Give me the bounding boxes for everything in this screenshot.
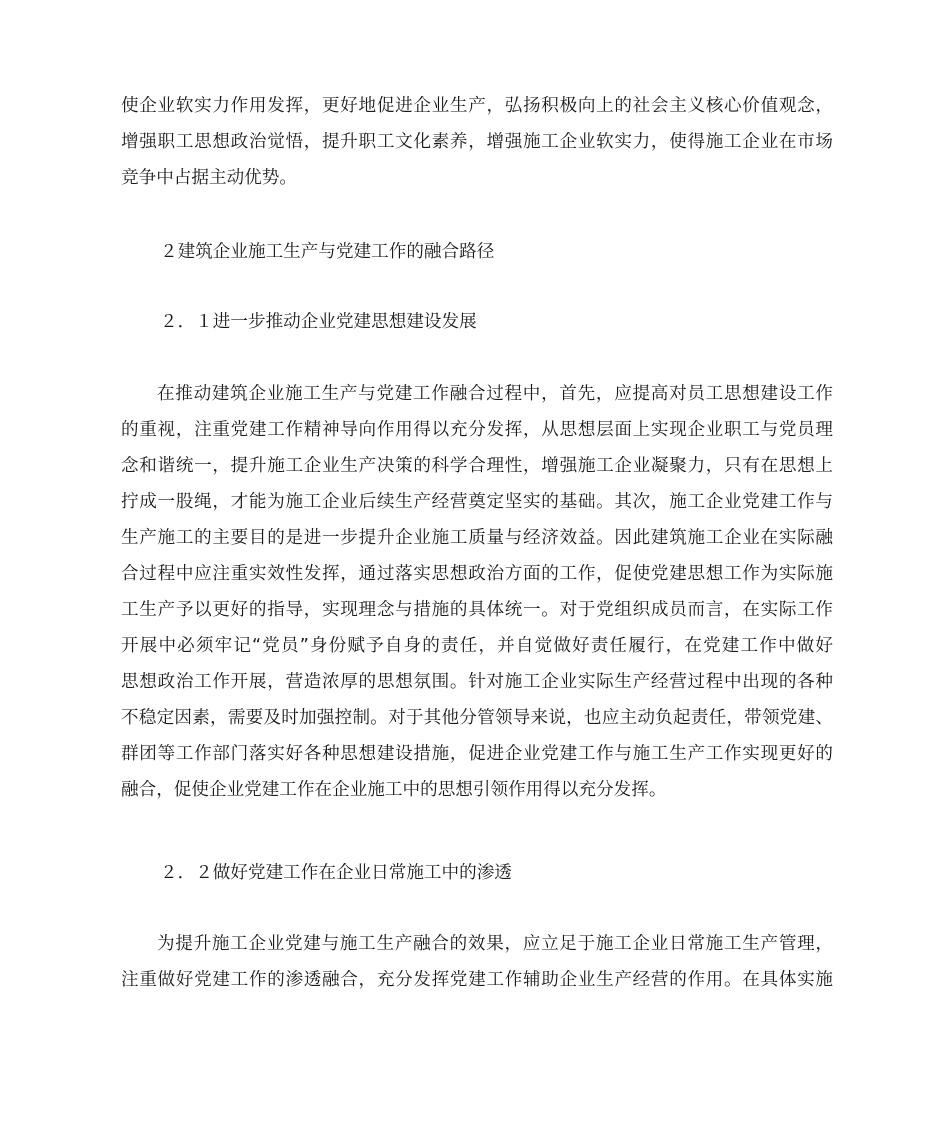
paragraph-line: 工生产予以更好的指导，实现理念与措施的具体统一。对于党组织成员而言，在实际工作 (121, 600, 833, 620)
paragraph-intro (121, 88, 833, 196)
section-heading-2-1: ２．１进一步推动企业党建思想建设发展 (160, 312, 477, 332)
paragraph-line: 念和谐统一，提升施工企业生产决策的科学合理性，增强施工企业凝聚力，只有在思想上 (121, 456, 833, 476)
paragraph-line: 增强职工思想政治觉悟，提升职工文化素养，增强施工企业软实力，使得施工企业在市场 (121, 132, 833, 152)
paragraph-line: 在推动建筑企业施工生产与党建工作融合过程中，首先，应提高对员工思想建设工作 (157, 384, 833, 404)
paragraph-2-1 (121, 376, 833, 808)
paragraph-line: 使企业软实力作用发挥，更好地促进企业生产，弘扬积极向上的社会主义核心价值观念， (121, 96, 833, 116)
paragraph-line: 不稳定因素，需要及时加强控制。对于其他分管领导来说，也应主动负起责任，带领党建、 (121, 708, 833, 728)
paragraph-line: 合过程中应注重实效性发挥，通过落实思想政治方面的工作，促使党建思想工作为实际施 (121, 564, 833, 584)
paragraph-line: 注重做好党建工作的渗透融合，充分发挥党建工作辅助企业生产经营的作用。在具体实施 (121, 970, 833, 990)
paragraph-line: 为提升施工企业党建与施工生产融合的效果，应立足于施工企业日常施工生产管理， (157, 934, 833, 954)
paragraph-line: 融合，促使企业党建工作在企业施工中的思想引领作用得以充分发挥。 (121, 780, 667, 800)
paragraph-line: 拧成一股绳，才能为施工企业后续生产经营奠定坚实的基础。其次，施工企业党建工作与 (121, 492, 833, 512)
section-heading-2: ２建筑企业施工生产与党建工作的融合路径 (160, 242, 495, 262)
paragraph-line: 竞争中占据主动优势。 (121, 168, 297, 188)
paragraph-line: 开展中必须牢记“党员”身份赋予自身的责任，并自觉做好责任履行，在党建工作中做好 (121, 636, 833, 656)
paragraph-line: 群团等工作部门落实好各种思想建设措施，促进企业党建工作与施工生产工作实现更好的 (121, 744, 833, 764)
paragraph-line: 生产施工的主要目的是进一步提升企业施工质量与经济效益。因此建筑施工企业在实际融 (121, 528, 833, 548)
paragraph-line: 思想政治工作开展，营造浓厚的思想氛围。针对施工企业实际生产经营过程中出现的各种 (121, 672, 833, 692)
paragraph-line: 的重视，注重党建工作精神导向作用得以充分发挥，从思想层面上实现企业职工与党员理 (121, 420, 833, 440)
section-heading-2-2: ２．２做好党建工作在企业日常施工中的渗透 (160, 863, 512, 883)
paragraph-2-2 (121, 926, 833, 998)
